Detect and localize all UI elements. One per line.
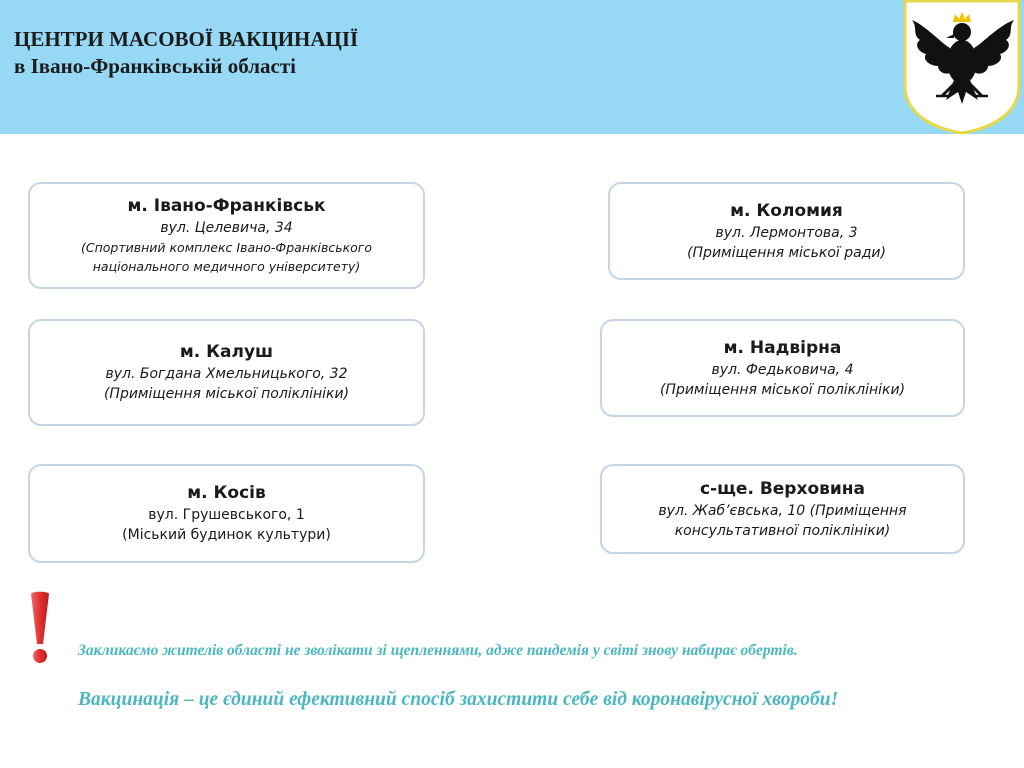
title-line-2: в Івано-Франківській області [14,54,296,78]
center-note: (Приміщення міської поліклініки) [659,381,906,398]
center-city: м. Коломия [730,200,843,221]
center-address: вул. Федьковича, 4 [711,361,854,378]
center-address: вул. Целевича, 34 [160,220,293,236]
center-card-kalush [28,319,425,426]
center-city: м. Калуш [179,342,274,362]
exclamation-icon [26,590,54,666]
center-card-verkhovyna [600,464,965,554]
center-city: с-ще. Верховина [699,478,866,499]
coat-of-arms-icon [902,0,1022,134]
vaccination-slogan: Вакцинація – це єдиний ефективний спосіб захистити себе від коронавірусної хвороби! [78,689,839,710]
center-card-kosiv [28,464,425,563]
center-city: м. Надвірна [723,337,842,358]
center-address: вул. Богдана Хмельницького, 32 [105,366,348,382]
center-card-nadvirna [600,319,965,417]
center-address: вул. Лермонтова, 3 [715,224,858,241]
center-note: (Приміщення міської ради) [687,244,886,261]
center-note: (Приміщення міської поліклініки) [103,386,350,402]
page-title [14,26,358,80]
header-banner [0,0,1024,134]
center-address-line-1: вул. Жаб’євська, 10 (Приміщення [658,502,907,519]
center-note-line-1: (Спортивний комплекс Івано-Франківського [80,240,372,255]
center-card-kolomyia [608,182,965,280]
center-note: (Міський будинок культури) [122,527,331,543]
center-note-line-2: національного медичного університету) [92,259,361,274]
center-city: м. Івано-Франківськ [127,196,326,216]
center-card-ivano-frankivsk [28,182,425,289]
title-line-1: ЦЕНТРИ МАСОВОЇ ВАКЦИНАЦІЇ [14,27,359,51]
center-city: м. Косів [187,483,266,503]
center-address-line-2: консультативної поліклініки) [674,522,891,539]
appeal-text: Закликаємо жителів області не зволікати зі щепленнями, адже пандемія у світі знову набирає обертів. [78,642,798,659]
center-address: вул. Грушевського, 1 [148,507,305,523]
